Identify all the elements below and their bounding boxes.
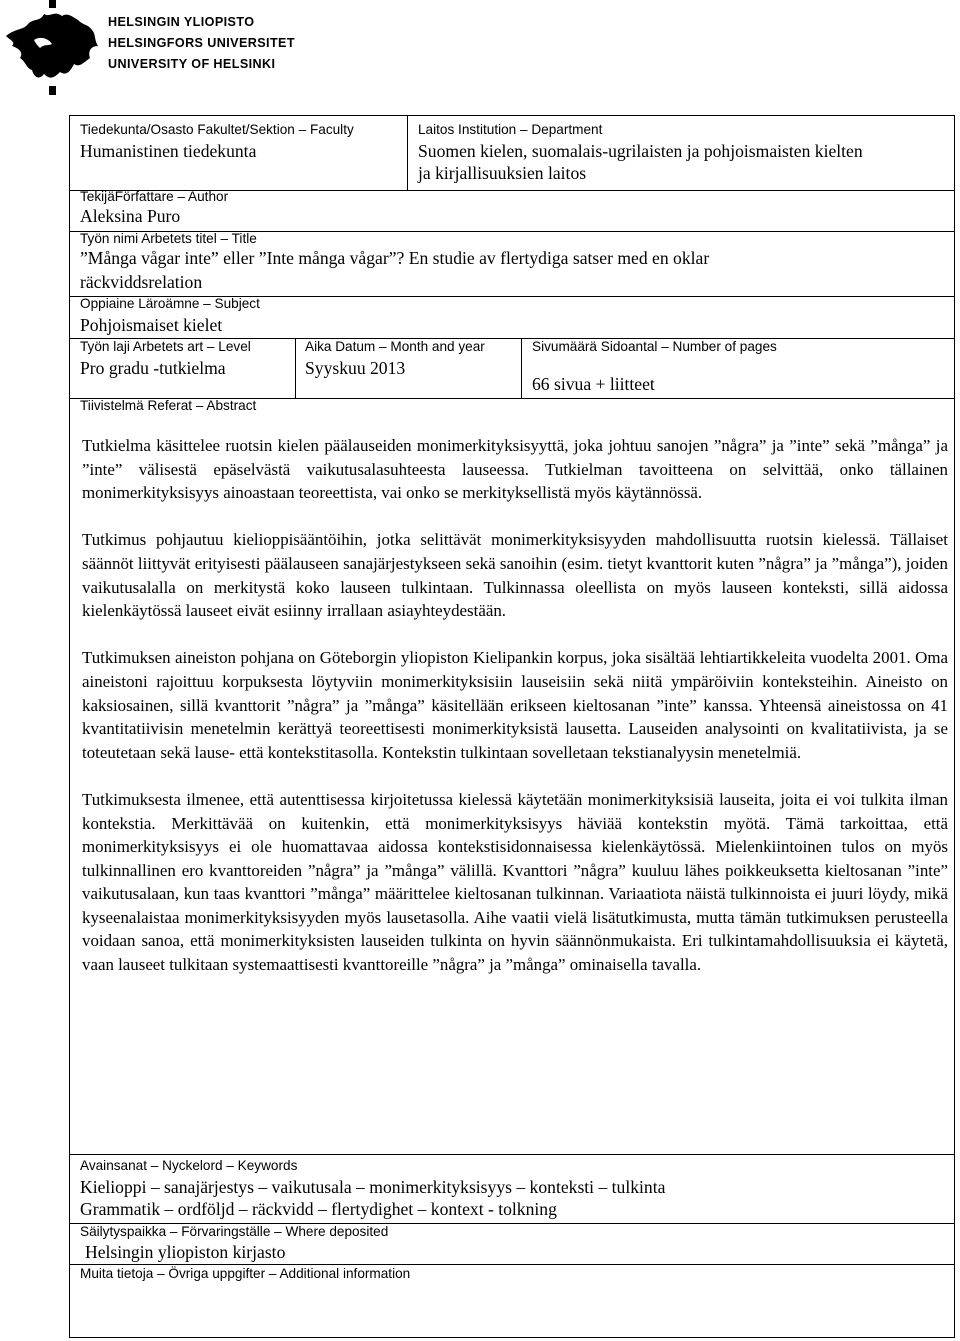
level-value: Pro gradu -tutkielma: [80, 358, 226, 378]
title-label: Työn nimi Arbetets titel – Title: [80, 231, 257, 246]
university-name-sv: HELSINGFORS UNIVERSITET: [108, 36, 295, 50]
date-label: Aika Datum – Month and year: [305, 339, 485, 354]
divider-level-date: [295, 338, 296, 398]
deposited-label: Säilytyspaikka – Förvaringställe – Where deposited: [80, 1224, 389, 1239]
divider-deposited-end: [69, 1264, 955, 1265]
author-value: Aleksina Puro: [80, 206, 181, 226]
title-value-line-1: ”Många vågar inte” eller ”Inte många vågar”? En studie av flertydiga satser med en oklar: [80, 248, 710, 268]
abstract-paragraph: Tutkielma käsittelee ruotsin kielen päälauseiden monimerkityksisyyttä, joka johtuu sanojen ”några” ja ”inte” sekä ”många” ja ”inte” välisestä epäselvästä vaikutusalasuhteesta lauseessa. Tutkielman tavoitteena on selvittää, onko tällainen monimerkityksisyys ainoastaan teoreettista, vai onko se merkityksellistä myös käytännössä.: [82, 436, 948, 503]
university-name: [108, 12, 295, 75]
pages-label: Sivumäärä Sidoantal – Number of pages: [532, 339, 777, 354]
title-value-line-2: räckviddsrelation: [80, 272, 203, 292]
flame-logo-icon: [4, 0, 100, 96]
abstract-paragraph: Tutkimuksesta ilmenee, että autenttisessa kirjoitetussa kielessä käytetään monimerkityksisiä lauseita, joita ei voi tulkita ilman kontekstia. Merkittävää on kuitenkin, että monimerkityksisyys häviää kontekstin myötä. Tämä tarkoittaa, että monimerkityksisyys ei ole huomattavaa aidossa kontekstisidonnaisessa kielenkäytössä. Mielenkiintoinen tulos on myös tulkinnallinen ero kvanttoreiden ”några” ja ”många” välillä. Kvanttori ”några” kuuluu lähes poikkeuksetta kieltosanan ”inte” vaikutusalaan, kun taas kvanttori ”många” määrittelee kieltosanan tulkinnan. Variaatiota näistä tulkinnoista ei juuri löydy, mikä kyseenalaistaa monimerkityksisyyden myös lausetasolla. Aihe vaatii vielä lisätutkimusta, mutta tämän tutkimuksen perusteella voidaan sanoa, että monimerkityksisten lauseiden tulkinta on hyvin säännönmukaista. Eri tulkintamahdollisuuksia ei käytetä, vaan lauseet tulkitaan systemaattisesti kvanttoreille ”några” ja ”många” ominaisella tavalla.: [82, 789, 948, 975]
department-label: Laitos Institution – Department: [418, 122, 603, 137]
abstract-body: [82, 434, 948, 977]
department-value-line-2: ja kirjallisuuksien laitos: [418, 163, 587, 183]
divider-abstract-end: [69, 1154, 955, 1155]
faculty-label: Tiedekunta/Osasto Fakultet/Sektion – Faculty: [80, 122, 354, 137]
date-value: Syyskuu 2013: [305, 358, 406, 378]
faculty-value: Humanistinen tiedekunta: [80, 141, 257, 161]
department-value-line-1: Suomen kielen, suomalais-ugrilaisten ja pohjoismaisten kielten: [418, 141, 863, 161]
divider-date-pages: [521, 338, 522, 398]
subject-value: Pohjoismaiset kielet: [80, 315, 223, 335]
author-label: TekijäFörfattare – Author: [80, 189, 229, 204]
divider-faculty-department: [407, 115, 408, 190]
pages-value: 66 sivua + liitteet: [532, 374, 655, 394]
deposited-value: Helsingin yliopiston kirjasto: [85, 1242, 286, 1262]
subject-label: Oppiaine Läroämne – Subject: [80, 296, 260, 311]
keywords-label: Avainsanat – Nyckelord – Keywords: [80, 1158, 298, 1173]
keywords-value-line-2: Grammatik – ordföljd – räckvidd – flertydighet – kontext - tolkning: [80, 1199, 557, 1219]
additional-info-label: Muita tietoja – Övriga uppgifter – Additional information: [80, 1266, 411, 1281]
abstract-paragraph: Tutkimuksen aineiston pohjana on Göteborgin yliopiston Kielipankin korpus, joka sisältää lehtiartikkeleita vuodelta 2001. Oma aineistoni rajoittuu korpuksesta löytyviin monimerkityksisiin lauseisiin sekä niitä ympäröiviin konteksteihin. Aineisto on kaksiosainen, sillä kvanttorit ”några” ja ”många” käsitellään erikseen kieltosanan ”inte” kanssa. Yhteensä aineistossa on 41 kvantitatiivisin menetelmin kerättyä teoreettisesti monimerkityksistä lausetta. Lauseiden analysointi on kvalitatiivista, ja se toteutetaan sekä lause- että kontekstitasolla. Kontekstin tulkintaan sovelletaan tekstianalyysin menetelmiä.: [82, 648, 948, 762]
level-label: Työn laji Arbetets art – Level: [80, 339, 251, 354]
university-name-en: UNIVERSITY OF HELSINKI: [108, 57, 276, 71]
abstract-paragraph: Tutkimus pohjautuu kielioppisääntöihin, jotka selittävät monimerkityksisyyden mahdollisuutta ruotsin kielessä. Tällaiset säännöt liittyvät erityisesti päälauseen sanajärjestykseen sekä sanoihin (esim. tietyt kvanttorit kuten ”några” ja ”många”), joiden vaikutusalalla on merkitystä koko lauseen tulkintaan. Tulkinnassa oleellista on myös lauseen konteksti, sillä aidossa kielenkäytössä lauseet eivät esiinny irrallaan asiayhteydestään.: [82, 530, 948, 621]
keywords-value-line-1: Kielioppi – sanajärjestys – vaikutusala – monimerkityksisyys – konteksti – tulkinta: [80, 1177, 666, 1197]
university-name-fi: HELSINGIN YLIOPISTO: [108, 15, 255, 29]
abstract-label: Tiivistelmä Referat – Abstract: [80, 398, 257, 413]
